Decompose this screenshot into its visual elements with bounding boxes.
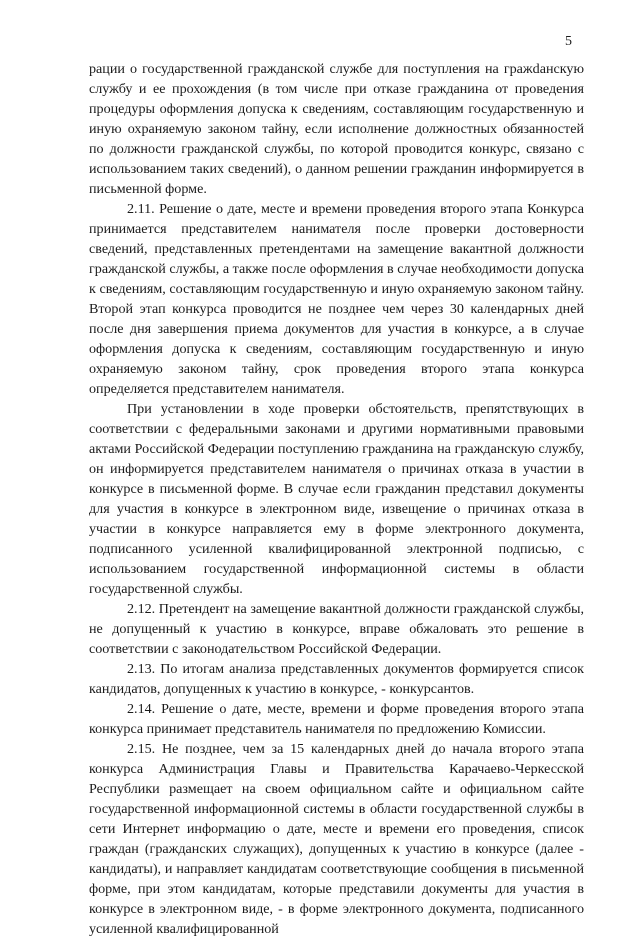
paragraph-2-14: 2.14. Решение о дате, месте, времени и форме проведения второго этапа конкурса принимает представитель нанимателя по предложению Комиссии.: [89, 701, 584, 737]
document-body: [89, 59, 584, 939]
paragraph-2-13: 2.13. По итогам анализа представленных документов формируется список кандидатов, допущенных к участию в конкурсе, - конкурсантов.: [89, 661, 584, 697]
page-number: 5: [565, 34, 572, 49]
paragraph-2-12: 2.12. Претендент на замещение вакантной должности гражданской службы, не допущенный к участию в конкурсе, вправе обжаловать это решение в соответствии с законодательством Российской Федерации.: [89, 601, 584, 657]
paragraph-refusal-notice: При установлении в ходе проверки обстоятельств, препятствующих в соответствии с федеральными законами и другими нормативными правовыми актами Российской Федерации поступлению гражданина на гражданскую службу, он информируется представителем нанимателя о причинах отказа в участии в конкурсе в письменной форме. В случае если гражданин представил документы для участия в конкурсе в электронном виде, извещение о причинах отказа в участии в конкурсе направляется ему в форме электронного документа, подписанного усиленной квалифицированной электронной подписью, с использованием государственной информационной системы в области государственной службы.: [89, 401, 584, 597]
paragraph-2-15: 2.15. Не позднее, чем за 15 календарных дней до начала второго этапа конкурса Администрация Главы и Правительства Карачаево-Черкесской Республики размещает на своем официальном сайте и официальном сайте государственной информационной системы в области государственной службы в сети Интернет информацию о дате, месте и времени его проведения, список граждан (гражданских служащих), допущенных к участию в конкурсе (далее - кандидаты), и направляет кандидатам соответствующие сообщения в письменной форме, при этом кандидатам, которые представили документы для участия в конкурсе в электронном виде, - в форме электронного документа, подписанного усиленной квалифицированной: [89, 741, 584, 937]
paragraph-2-11: 2.11. Решение о дате, месте и времени проведения второго этапа Конкурса принимается представителем нанимателя после проверки достоверности сведений, представленных претендентами на замещение вакантной должности гражданской службы, а также после оформления в случае необходимости допуска к сведениям, составляющим государственную и иную охраняемую законом тайну. Второй этап конкурса проводится не позднее чем через 30 календарных дней после дня завершения приема документов для участия в конкурсе, а в случае оформления допуска к сведениям, составляющим государственную и иную охраняемую законом тайну, срок проведения второго этапа конкурса определяется представителем нанимателя.: [89, 201, 584, 397]
paragraph-continuation: рации о государственной гражданской службе для поступления на гражdанскую службу и ее прохождения (в том числе при отказе гражданина от проведения процедуры оформления допуска к сведениям, составляющим государственную и иную охраняемую законом тайну, если исполнение должностных обязанностей по должности гражданской службы, по которой проводится конкурс, связано с использованием таких сведений), о данном решении гражданин информируется в письменной форме.: [89, 61, 584, 197]
